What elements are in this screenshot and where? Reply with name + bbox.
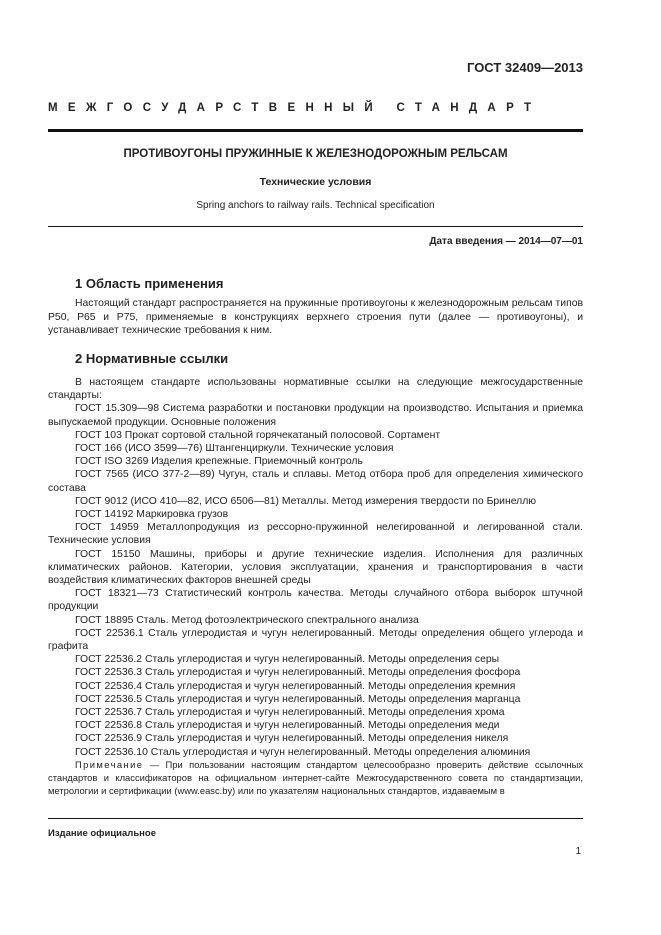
section-2-heading: 2 Нормативные ссылки (75, 351, 229, 366)
reference-item: ГОСТ 22536.5 Сталь углеродистая и чугун нелегированный. Методы определения марганца (75, 693, 521, 705)
reference-item: ГОСТ 22536.4 Сталь углеродистая и чугун нелегированный. Методы определения кремния (75, 680, 516, 692)
page-number: 1 (575, 846, 581, 857)
title-divider (48, 226, 583, 227)
official-edition-label: Издание официальное (48, 828, 156, 839)
reference-item: ГОСТ 9012 (ИСО 410—82, ИСО 6506—81) Металлы. Метод измерения твердости по Бринеллю (75, 495, 537, 507)
introduction-date: Дата введения — 2014—07—01 (429, 236, 583, 247)
note (48, 758, 583, 797)
reference-item: ГОСТ 22536.10 Сталь углеродистая и чугун нелегированный. Методы определения алюминия (75, 746, 531, 758)
reference-item: ГОСТ 14192 Маркировка грузов (75, 509, 229, 521)
reference-item: ГОСТ 18895 Сталь. Метод фотоэлектрического спектрального анализа (75, 614, 419, 626)
reference-item: ГОСТ 14959 Металлопродукция из рессорно-пружинной нелегированной и легированной стали. Технические условия (48, 522, 583, 547)
gost-code: ГОСТ 32409—2013 (467, 60, 583, 75)
document-title: ПРОТИВОУГОНЫ ПРУЖИННЫЕ К ЖЕЛЕЗНОДОРОЖНЫМ РЕЛЬСАМ (123, 148, 508, 160)
section-1-paragraph: Настоящий стандарт распространяется на пружинные противоугоны к железнодорожным рельсам типов Р50, Р65 и Р75, применяемые в конструкциях верхнего строения пути (далее — противоугоны), и устанавливает технические требования к ним. (48, 298, 583, 337)
note-label: Примечание (75, 759, 144, 770)
reference-item: ГОСТ 18321—73 Статистический контроль качества. Методы случайного отбора выборок штучной продукции (48, 588, 583, 613)
english-title: Spring anchors to railway rails. Technical specification (196, 200, 435, 211)
section-1-heading: 1 Область применения (75, 276, 224, 291)
reference-item: ГОСТ 15.309—98 Система разработки и постановки продукции на производство. Испытания и приемка выпускаемой продукции. Основные положения (48, 403, 583, 428)
reference-item: ГОСТ 22536.3 Сталь углеродистая и чугун нелегированный. Методы определения фосфора (75, 667, 521, 679)
reference-item: ГОСТ 103 Прокат сортовой стальной горячекатаный полосовой. Сортамент (75, 429, 441, 441)
references-intro: В настоящем стандарте использованы нормативные ссылки на следующие межгосударственные стандарты: (48, 377, 583, 402)
document-subtitle: Технические условия (259, 176, 372, 188)
section-1-text (48, 297, 583, 338)
reference-item: ГОСТ 22536.1 Сталь углеродистая и чугун нелегированный. Методы определения общего углерода и графита (48, 627, 583, 653)
reference-item: ГОСТ 22536.7 Сталь углеродистая и чугун нелегированный. Методы определения хрома (75, 707, 505, 719)
reference-item: ГОСТ ISO 3269 Изделия крепежные. Приемочный контроль (75, 456, 363, 468)
footer-divider (48, 818, 583, 819)
reference-item: ГОСТ 166 (ИСО 3599—76) Штангенциркули. Технические условия (75, 443, 394, 455)
interstate-standard-heading: МЕЖГОСУДАРСТВЕННЫЙ СТАНДАРТ (48, 102, 542, 114)
reference-item: ГОСТ 15150 Машины, приборы и другие технические изделия. Исполнения для различных климатических районов. Категории, условия эксплуатации, хранения и транспортирования в части воздействия климатических факторов внешней среды (48, 548, 583, 587)
normative-references (48, 376, 583, 759)
note-text: — При пользовании настоящим стандартом целесообразно проверить действие ссылочных стандартов и классификаторов на официальном интернет-сайте Межгосударственного совета по стандартизации, метрологии и сертификации (www.easc.by) или по указателям национальных стандартов, издаваемым в (48, 759, 583, 796)
reference-item: ГОСТ 22536.9 Сталь углеродистая и чугун нелегированный. Методы определения никеля (75, 733, 509, 745)
reference-item: ГОСТ 7565 (ИСО 377-2—89) Чугун, сталь и сплавы. Метод отбора проб для определения химического состава (48, 469, 583, 494)
reference-item: ГОСТ 22536.2 Сталь углеродистая и чугун нелегированный. Методы определения серы (75, 654, 500, 666)
header-divider (48, 129, 583, 132)
reference-item: ГОСТ 22536.8 Сталь углеродистая и чугун нелегированный. Методы определения меди (75, 720, 500, 732)
